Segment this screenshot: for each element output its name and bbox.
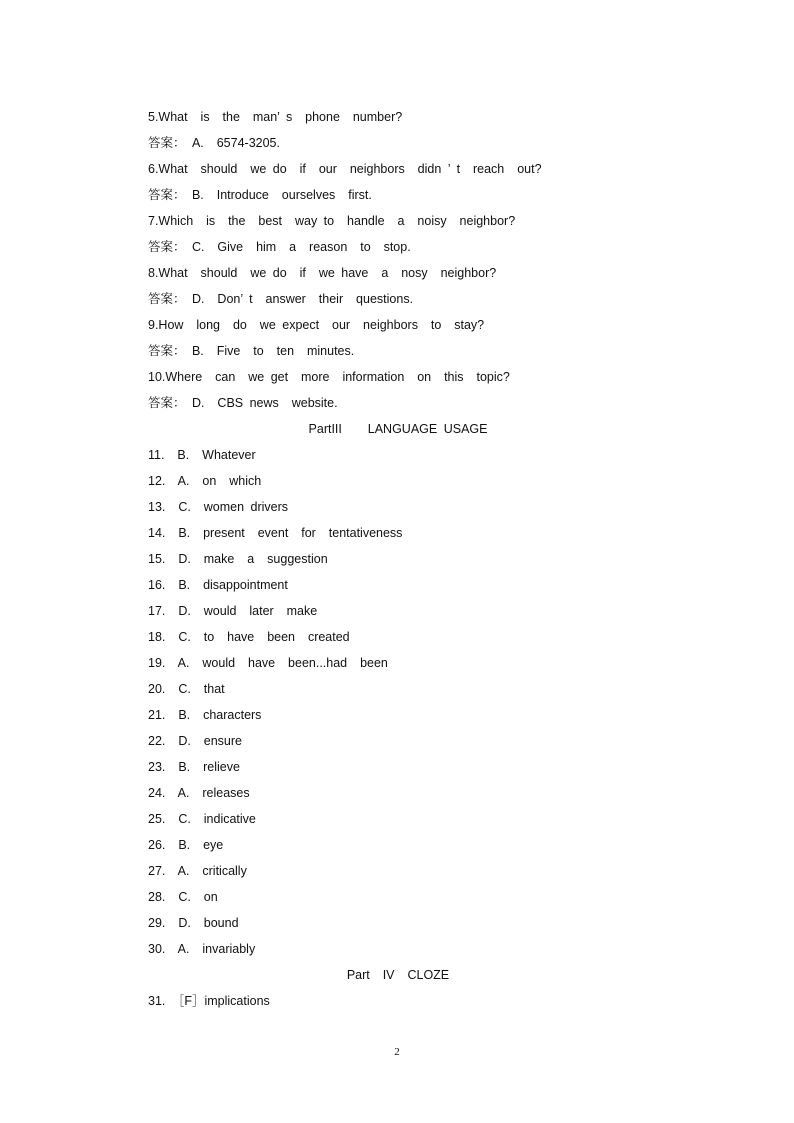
answer-5: 答案： A. 6574-3205.	[148, 136, 280, 150]
section-heading-part-3: PartIII LANGUAGE USAGE	[308, 422, 488, 436]
answer-6: 答案： B. Introduce ourselves first.	[148, 188, 372, 202]
answer-item-30: 30. A. invariably	[148, 942, 256, 956]
answer-item-24: 24. A. releases	[148, 786, 250, 800]
answer-9: 答案： B. Five to ten minutes.	[148, 344, 355, 358]
answer-item-21: 21. B. characters	[148, 708, 262, 722]
answer-item-29: 29. D. bound	[148, 916, 239, 930]
question-7: 7.Which is the best way to handle a noisy neighbor?	[148, 214, 516, 228]
answer-item-27: 27. A. critically	[148, 864, 247, 878]
answer-item-17: 17. D. would later make	[148, 604, 318, 618]
answer-item-13: 13. C. women drivers	[148, 500, 289, 514]
answer-item-12: 12. A. on which	[148, 474, 262, 488]
answer-item-18: 18. C. to have been created	[148, 630, 350, 644]
answer-7: 答案： C. Give him a reason to stop.	[148, 240, 411, 254]
section-heading-part-4: Part IV CLOZE	[346, 968, 450, 982]
page-number: 2	[394, 1046, 400, 1058]
answer-item-28: 28. C. on	[148, 890, 218, 904]
answer-item-26: 26. B. eye	[148, 838, 224, 852]
answer-item-22: 22. D. ensure	[148, 734, 242, 748]
answer-item-23: 23. B. relieve	[148, 760, 240, 774]
question-10: 10.Where can we get more information on this topic?	[148, 370, 510, 384]
document-body	[148, 104, 668, 1014]
answer-item-20: 20. C. that	[148, 682, 225, 696]
answer-item-11: 11. B. Whatever	[148, 448, 256, 462]
answer-item-25: 25. C. indicative	[148, 812, 256, 826]
answer-item-19: 19. A. would have been...had been	[148, 656, 388, 670]
answer-8: 答案： D. Don’ t answer their questions.	[148, 292, 414, 306]
question-6: 6.What should we do if our neighbors didn ’ t reach out?	[148, 162, 542, 176]
answer-item-14: 14. B. present event for tentativeness	[148, 526, 403, 540]
question-8: 8.What should we do if we have a nosy neighbor?	[148, 266, 497, 280]
answer-10: 答案： D. CBS news website.	[148, 396, 338, 410]
answer-item-31: 31. ［F］implications	[148, 994, 270, 1008]
question-5: 5.What is the man’ s phone number?	[148, 110, 403, 124]
question-9: 9.How long do we expect our neighbors to stay?	[148, 318, 485, 332]
answer-item-15: 15. D. make a suggestion	[148, 552, 328, 566]
answer-item-16: 16. B. disappointment	[148, 578, 288, 592]
